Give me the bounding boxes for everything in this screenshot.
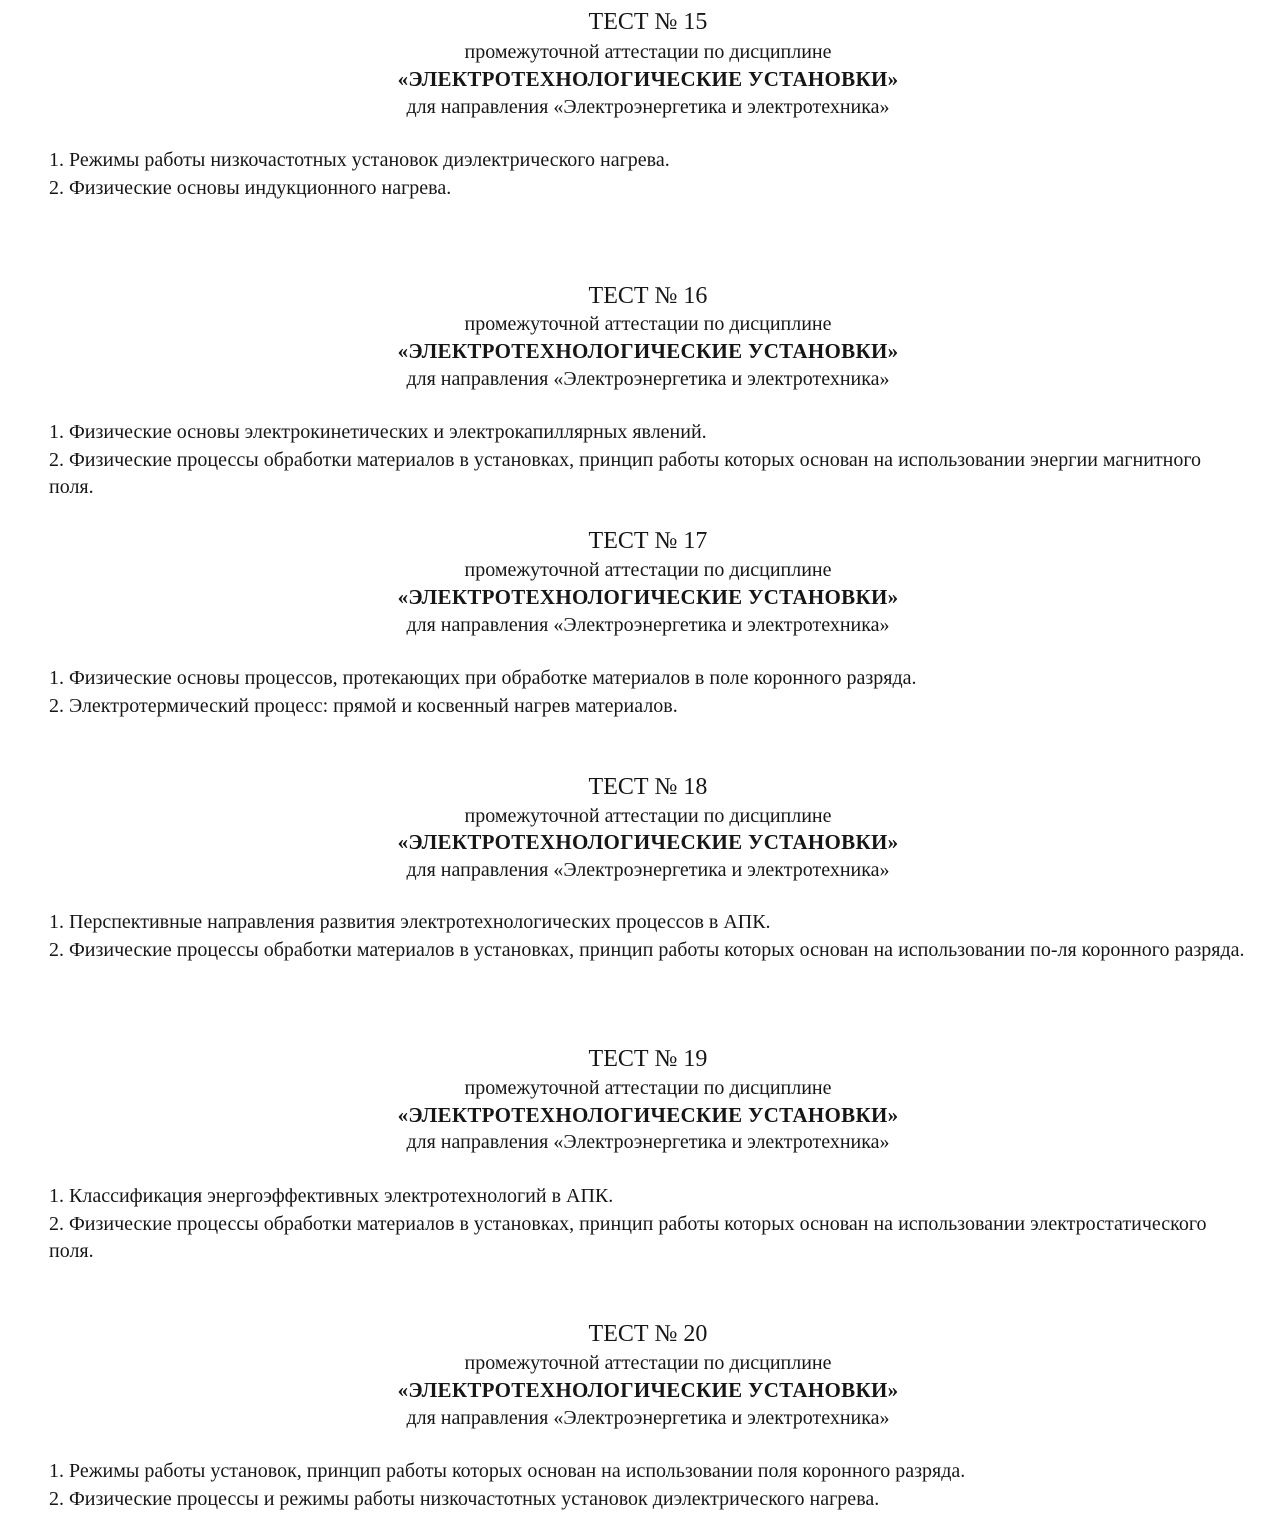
question-item: 1. Классификация энергоэффективных электротехнологий в АПК.	[49, 1185, 614, 1207]
discipline-name: «ЭЛЕКТРОТЕХНОЛОГИЧЕСКИЕ УСТАНОВКИ»	[397, 585, 899, 609]
direction-line: для направления «Электроэнергетика и электротехника»	[406, 368, 890, 390]
question-item: 1. Физические основы процессов, протекающих при обработке материалов в поле коронного разряда.	[49, 667, 917, 689]
test-subtitle: промежуточной аттестации по дисциплине	[464, 559, 832, 581]
question-item: 2. Физические процессы и режимы работы низкочастотных установок диэлектрического нагрева.	[49, 1487, 880, 1510]
question-list	[49, 147, 1249, 202]
question-item: 2. Физические процессы обработки материалов в установках, принцип работы которых основан на использовании электростатического поля.	[49, 1212, 1207, 1262]
question-item: 1. Физические основы электрокинетических и электрокапиллярных явлений.	[49, 421, 707, 443]
test-title: ТЕСТ № 19	[588, 1046, 708, 1072]
direction-line: для направления «Электроэнергетика и электротехника»	[406, 1407, 890, 1429]
discipline-name: «ЭЛЕКТРОТЕХНОЛОГИЧЕСКИЕ УСТАНОВКИ»	[397, 67, 899, 91]
question-item: 1. Режимы работы установок, принцип работы которых основан на использовании поля коронного разряда.	[49, 1460, 966, 1482]
test-subtitle: промежуточной аттестации по дисциплине	[464, 805, 832, 827]
discipline-name: «ЭЛЕКТРОТЕХНОЛОГИЧЕСКИЕ УСТАНОВКИ»	[397, 339, 899, 363]
test-title: ТЕСТ № 16	[588, 283, 708, 309]
question-item: 1. Перспективные направления развития электротехнологических процессов в АПК.	[49, 911, 771, 933]
question-item: 2. Электротермический процесс: прямой и косвенный нагрев материалов.	[49, 694, 678, 717]
question-item: 2. Физические процессы обработки материалов в установках, принцип работы которых основан на использовании по-ля коронного разряда.	[49, 938, 1245, 961]
question-item: 2. Физические процессы обработки материалов в установках, принцип работы которых основан на использовании энергии магнитного поля.	[49, 448, 1202, 498]
discipline-name: «ЭЛЕКТРОТЕХНОЛОГИЧЕСКИЕ УСТАНОВКИ»	[397, 830, 899, 854]
direction-line: для направления «Электроэнергетика и электротехника»	[406, 96, 890, 118]
test-subtitle: промежуточной аттестации по дисциплине	[464, 313, 832, 335]
test-title: ТЕСТ № 15	[588, 9, 708, 35]
discipline-name: «ЭЛЕКТРОТЕХНОЛОГИЧЕСКИЕ УСТАНОВКИ»	[397, 1378, 899, 1402]
question-item: 1. Режимы работы низкочастотных установок диэлектрического нагрева.	[49, 149, 670, 171]
question-list	[49, 665, 1249, 720]
test-subtitle: промежуточной аттестации по дисциплине	[464, 1077, 832, 1099]
test-subtitle: промежуточной аттестации по дисциплине	[464, 1352, 832, 1374]
test-title: ТЕСТ № 18	[588, 774, 708, 800]
question-list	[49, 909, 1254, 964]
question-item: 2. Физические основы индукционного нагрева.	[49, 176, 452, 199]
test-subtitle: промежуточной аттестации по дисциплине	[464, 41, 832, 63]
question-list	[49, 419, 1209, 502]
direction-line: для направления «Электроэнергетика и электротехника»	[406, 859, 890, 881]
direction-line: для направления «Электроэнергетика и электротехника»	[406, 614, 890, 636]
test-title: ТЕСТ № 17	[588, 528, 708, 554]
test-title: ТЕСТ № 20	[588, 1321, 708, 1347]
question-list	[49, 1458, 1249, 1513]
discipline-name: «ЭЛЕКТРОТЕХНОЛОГИЧЕСКИЕ УСТАНОВКИ»	[397, 1103, 899, 1127]
direction-line: для направления «Электроэнергетика и электротехника»	[406, 1131, 890, 1153]
question-list	[49, 1183, 1209, 1266]
